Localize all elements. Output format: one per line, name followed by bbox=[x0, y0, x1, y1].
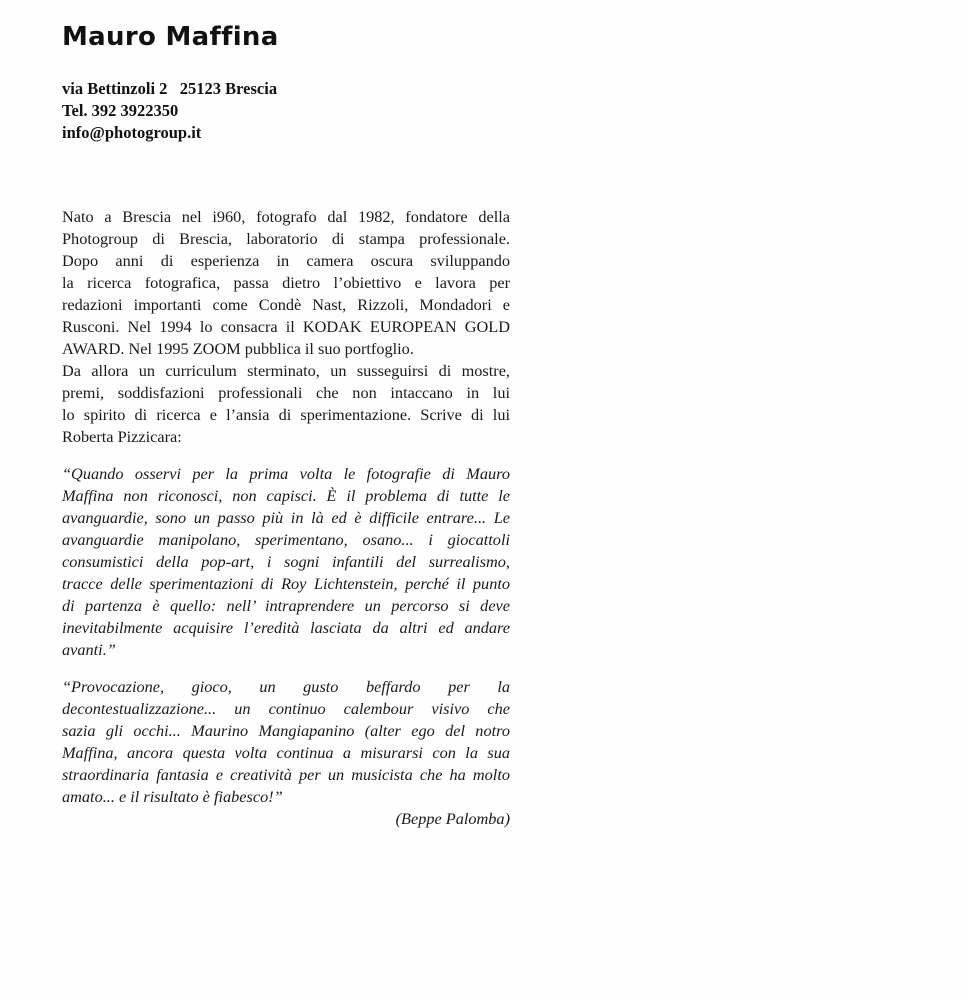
bio-line: AWARD. Nel 1995 ZOOM pubblica il suo portfoglio. bbox=[62, 339, 414, 358]
quote-line: avanguardie manipolano, sperimentano, osano... i giocattoli bbox=[62, 530, 510, 549]
quote-line: straordinaria fantasia e creatività per un musicista che ha molto bbox=[62, 765, 510, 784]
quote-line: avanti.” bbox=[62, 640, 116, 659]
quote-line: amato... e il risultato è fiabesco!” bbox=[62, 787, 283, 806]
bio-line: redazioni importanti come Condè Nast, Rizzoli, Mondadori e bbox=[62, 295, 510, 314]
quote-line: “Provocazione, gioco, un gusto beffardo per la bbox=[62, 677, 510, 696]
quote-line: tracce delle sperimentazioni di Roy Lichtenstein, perché il punto bbox=[62, 574, 510, 593]
email-line: info@photogroup.it bbox=[62, 123, 202, 142]
bio-line: lo spirito di ricerca e l’ansia di sperimentazione. Scrive di lui bbox=[62, 405, 510, 424]
bio-line: Nato a Brescia nel i960, fotografo dal 1982, fondatore della bbox=[62, 207, 510, 226]
bio-line: Roberta Pizzicara: bbox=[62, 427, 182, 446]
quote-line: inevitabilmente acquisire l’eredità lasciata da altri ed andare bbox=[62, 618, 510, 637]
quote-line: Maffina, ancora questa volta continua a misurarsi con la sua bbox=[62, 743, 510, 762]
bio-paragraph bbox=[62, 206, 510, 448]
quote-line: consumistici della pop-art, i sogni infantili del surrealismo, bbox=[62, 552, 510, 571]
quote-line: Maffina non riconosci, non capisci. È il problema di tutte le bbox=[62, 486, 510, 505]
phone-line: Tel. 392 3922350 bbox=[62, 101, 179, 120]
bio-line: premi, soddisfazioni professionali che non intaccano in lui bbox=[62, 383, 510, 402]
quote-paragraph-2 bbox=[62, 676, 510, 830]
paragraph-gap bbox=[62, 448, 510, 463]
bio-line: Photogroup di Brescia, laboratorio di stampa professionale. bbox=[62, 229, 510, 248]
contact-block bbox=[62, 78, 277, 144]
quote-line: “Quando osservi per la prima volta le fotografie di Mauro bbox=[62, 464, 510, 483]
quote-line: avanguardie, sono un passo più in là ed è difficile entrare... Le bbox=[62, 508, 510, 527]
bio-line: Da allora un curriculum sterminato, un susseguirsi di mostre, bbox=[62, 361, 510, 380]
quote-line: decontestualizzazione... un continuo calembour visivo che bbox=[62, 699, 510, 718]
bio-line: la ricerca fotografica, passa dietro l’obiettivo e lavora per bbox=[62, 273, 510, 292]
address-line: via Bettinzoli 2 25123 Brescia bbox=[62, 79, 278, 98]
quote-line: di partenza è quello: nell’ intraprendere un percorso si deve bbox=[62, 596, 510, 615]
quote-paragraph-1 bbox=[62, 463, 510, 661]
quote-line: sazia gli occhi... Maurino Mangiapanino (alter ego del notro bbox=[62, 721, 510, 740]
quote-attribution: (Beppe Palomba) bbox=[395, 809, 510, 828]
bio-line: Rusconi. Nel 1994 lo consacra il KODAK EUROPEAN GOLD bbox=[62, 317, 510, 336]
bio-line: Dopo anni di esperienza in camera oscura sviluppando bbox=[62, 251, 510, 270]
body-text bbox=[62, 206, 510, 830]
paragraph-gap bbox=[62, 661, 510, 676]
page-title: Mauro Maffina bbox=[62, 22, 279, 52]
